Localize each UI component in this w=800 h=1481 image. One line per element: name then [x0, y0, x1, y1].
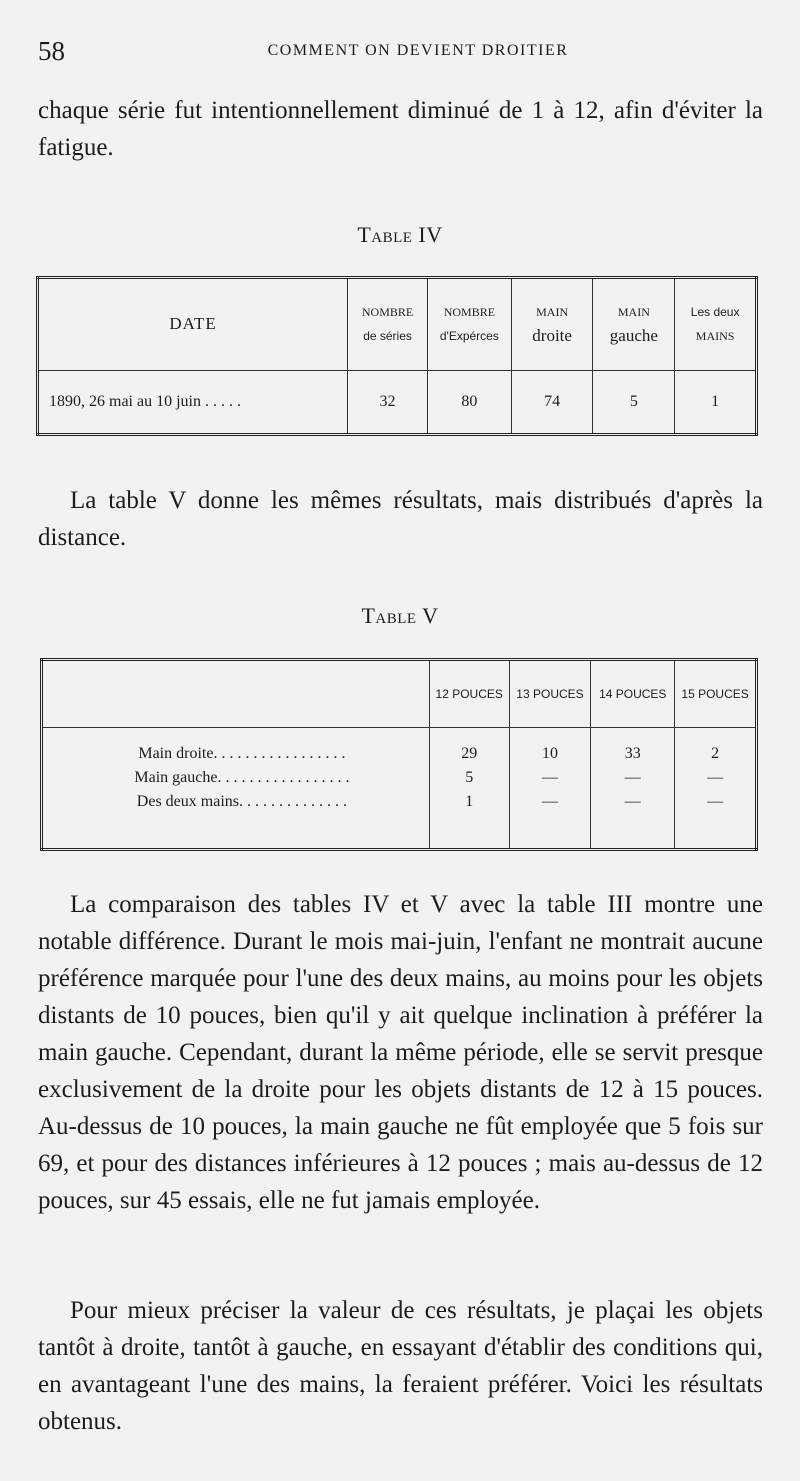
table-4-header-both-hands: Les deux MAINS [675, 278, 757, 371]
paragraph-2: La table V donne les mêmes résultats, mais distribués d'après la distance. [38, 487, 763, 551]
page-number: 58 [38, 36, 65, 66]
table-5-header-15: 15 POUCES [675, 660, 757, 728]
table-4-cell-series: 32 [348, 370, 428, 434]
table-5-cell: — [624, 769, 641, 786]
table-5-cell: 5 [465, 769, 474, 786]
table-4-header-left-hand: MAIN gauche [593, 278, 675, 371]
table-5-row-label: Main gauche. . . . . . . . . . . . . . . . . [134, 769, 350, 786]
table-4-header-series: NOMBRE de séries [348, 278, 428, 371]
paragraph-1: chaque série fut intentionnellement diminué de 1 à 12, afin d'éviter la fatigue. [38, 97, 763, 161]
table-5-header-empty [42, 660, 430, 728]
table-4-cell-date: 1890, 26 mai au 10 juin . . . . . [38, 370, 348, 434]
table-5-cell: — [541, 769, 558, 786]
table-4-cell-left: 5 [593, 370, 675, 434]
table-5-cell: — [541, 793, 558, 810]
table-4-header-date: DATE [38, 278, 348, 371]
paragraph-4: Pour mieux préciser la valeur de ces résultats, je plaçai les objets tantôt à droite, tantôt à gauche, en essayant d'établir des conditions qui, en avantageant l'une des mains, la feraient préférer. Voici les résultats obtenus. [38, 1297, 763, 1435]
table-5-cell: — [707, 769, 724, 786]
table-5-header-12: 12 POUCES [429, 660, 509, 728]
table-5 [40, 658, 758, 851]
table-4-cell-right: 74 [511, 370, 593, 434]
table-5-cell: 10 [541, 745, 558, 762]
table-4-header-row [38, 278, 757, 371]
table-4-header-right-hand: MAIN droite [511, 278, 593, 371]
table-5-cell: 1 [465, 793, 474, 810]
table-5-body [42, 728, 757, 850]
table-5-header-13: 13 POUCES [509, 660, 591, 728]
paragraph-3: La comparaison des tables IV et V avec la table III montre une notable différence. Durant le mois mai-juin, l'enfant ne montrait aucune préférence marquée pour l'une des deux mains, au moins pour les objets distants de 10 pouces, bien qu'il y ait quelque inclination à préférer la main gauche. Cependant, durant la même période, elle se servit presque exclusivement de la droite pour les objets distants de 12 à 15 pouces. Au-dessus de 10 pouces, la main gauche ne fût employée que 5 fois sur 69, et pour des distances inférieures à 12 pouces ; mais au-dessus de 12 pouces, sur 45 essais, elle ne fut jamais employée. [38, 891, 763, 1214]
table-5-cell: 29 [461, 745, 478, 762]
table-5-cell: — [707, 793, 724, 810]
table-5-header-row [42, 660, 757, 728]
table-4 [36, 276, 758, 436]
page-header [38, 36, 763, 68]
table-4-row [38, 370, 757, 434]
table-5-row-label: Des deux mains. . . . . . . . . . . . . . [136, 793, 347, 810]
table-4-cell-both: 1 [711, 392, 720, 410]
table-4-header-experiences: NOMBRE d'Expérces [427, 278, 511, 371]
table-5-row-label: Main droite. . . . . . . . . . . . . . . . . [138, 745, 346, 762]
table-5-cell: 2 [711, 745, 720, 762]
table-5-header-14: 14 POUCES [591, 660, 675, 728]
table-4-cell-experiences: 80 [427, 370, 511, 434]
running-title: COMMENT ON DEVIENT DROITIER [267, 42, 569, 59]
table-5-title: Table V [361, 603, 439, 628]
table-5-cell: 33 [624, 745, 641, 762]
table-4-title: Table IV [357, 222, 443, 247]
table-5-cell: — [624, 793, 641, 810]
